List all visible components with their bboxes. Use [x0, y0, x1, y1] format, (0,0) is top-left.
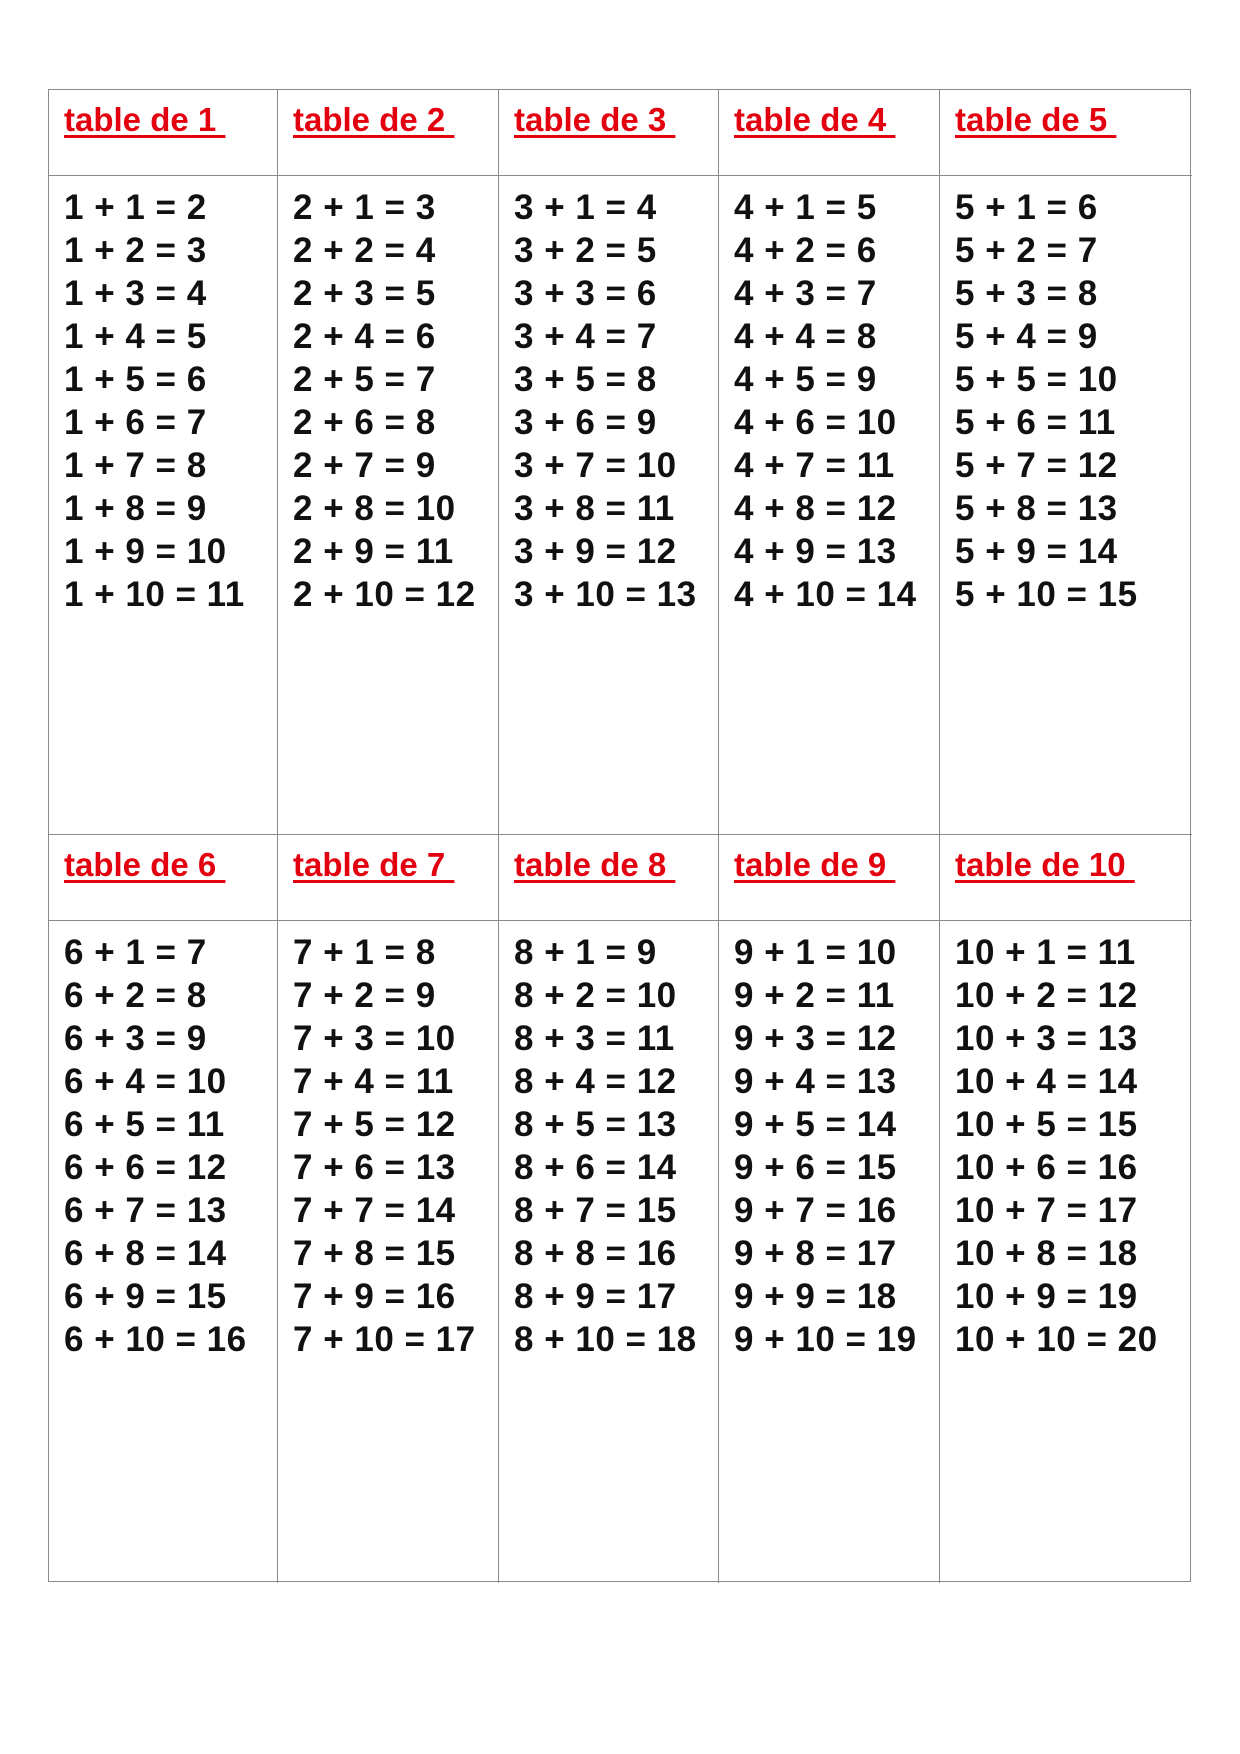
equation: 7 + 2 = 9	[293, 976, 436, 1015]
equation: 8 + 6 = 14	[514, 1148, 677, 1187]
equation: 8 + 9 = 17	[514, 1277, 677, 1316]
equation: 4 + 2 = 6	[734, 231, 877, 270]
equation: 6 + 3 = 9	[64, 1019, 207, 1058]
table-header-6	[49, 835, 278, 921]
equation: 3 + 2 = 5	[514, 231, 657, 270]
equation: 2 + 10 = 12	[293, 575, 476, 614]
table-body-6	[49, 921, 278, 1583]
equation: 1 + 10 = 11	[64, 575, 245, 614]
equation: 1 + 6 = 7	[64, 403, 207, 442]
equation: 1 + 5 = 6	[64, 360, 207, 399]
equation: 2 + 1 = 3	[293, 188, 436, 227]
equation: 9 + 5 = 14	[734, 1105, 897, 1144]
equation: 2 + 7 = 9	[293, 446, 436, 485]
equation: 3 + 1 = 4	[514, 188, 657, 227]
table-body-10	[940, 921, 1192, 1583]
equation: 6 + 1 = 7	[64, 933, 207, 972]
equation: 5 + 8 = 13	[955, 489, 1118, 528]
equation: 2 + 2 = 4	[293, 231, 436, 270]
table-body-4	[719, 176, 940, 835]
equation: 5 + 9 = 14	[955, 532, 1118, 571]
equation: 3 + 7 = 10	[514, 446, 677, 485]
equation: 10 + 4 = 14	[955, 1062, 1138, 1101]
equation: 6 + 10 = 16	[64, 1320, 247, 1359]
equation: 8 + 8 = 16	[514, 1234, 677, 1273]
equation: 10 + 3 = 13	[955, 1019, 1138, 1058]
equation: 9 + 8 = 17	[734, 1234, 897, 1273]
equation: 10 + 7 = 17	[955, 1191, 1138, 1230]
equation: 3 + 9 = 12	[514, 532, 677, 571]
equation: 8 + 3 = 11	[514, 1019, 675, 1058]
table-title: table de 10	[955, 846, 1135, 883]
equation: 3 + 6 = 9	[514, 403, 657, 442]
equation: 4 + 9 = 13	[734, 532, 897, 571]
equation: 6 + 9 = 15	[64, 1277, 227, 1316]
equation: 4 + 1 = 5	[734, 188, 877, 227]
table-body-7	[278, 921, 499, 1583]
addition-tables-grid	[48, 89, 1191, 1582]
equation: 3 + 4 = 7	[514, 317, 657, 356]
equation: 7 + 5 = 12	[293, 1105, 456, 1144]
equation: 5 + 4 = 9	[955, 317, 1098, 356]
equation: 10 + 10 = 20	[955, 1320, 1158, 1359]
equation: 4 + 5 = 9	[734, 360, 877, 399]
equation: 3 + 3 = 6	[514, 274, 657, 313]
equation: 9 + 6 = 15	[734, 1148, 897, 1187]
table-header-10	[940, 835, 1192, 921]
equation: 9 + 10 = 19	[734, 1320, 917, 1359]
equation: 1 + 2 = 3	[64, 231, 207, 270]
table-title: table de 9	[734, 846, 896, 883]
equation: 5 + 3 = 8	[955, 274, 1098, 313]
equation: 3 + 5 = 8	[514, 360, 657, 399]
equation: 8 + 5 = 13	[514, 1105, 677, 1144]
equation: 8 + 1 = 9	[514, 933, 657, 972]
table-header-8	[499, 835, 719, 921]
equation: 2 + 9 = 11	[293, 532, 454, 571]
equation: 2 + 6 = 8	[293, 403, 436, 442]
table-header-4	[719, 90, 940, 176]
equation: 1 + 3 = 4	[64, 274, 207, 313]
equation: 2 + 8 = 10	[293, 489, 456, 528]
table-body-2	[278, 176, 499, 835]
table-header-3	[499, 90, 719, 176]
equation: 10 + 9 = 19	[955, 1277, 1138, 1316]
equation: 7 + 1 = 8	[293, 933, 436, 972]
table-body-8	[499, 921, 719, 1583]
equation: 6 + 4 = 10	[64, 1062, 227, 1101]
equation: 7 + 10 = 17	[293, 1320, 476, 1359]
equation: 10 + 8 = 18	[955, 1234, 1138, 1273]
equation: 2 + 5 = 7	[293, 360, 436, 399]
equation: 1 + 4 = 5	[64, 317, 207, 356]
table-title: table de 4	[734, 101, 896, 138]
table-title: table de 7	[293, 846, 455, 883]
equation: 7 + 9 = 16	[293, 1277, 456, 1316]
equation: 8 + 4 = 12	[514, 1062, 677, 1101]
equation: 6 + 5 = 11	[64, 1105, 225, 1144]
equation: 4 + 3 = 7	[734, 274, 877, 313]
table-body-9	[719, 921, 940, 1583]
equation: 6 + 7 = 13	[64, 1191, 227, 1230]
equation: 9 + 9 = 18	[734, 1277, 897, 1316]
table-title: table de 2	[293, 101, 455, 138]
equation: 10 + 2 = 12	[955, 976, 1138, 1015]
equation: 2 + 3 = 5	[293, 274, 436, 313]
table-body-5	[940, 176, 1192, 835]
equation: 9 + 1 = 10	[734, 933, 897, 972]
table-header-5	[940, 90, 1192, 176]
equation: 4 + 4 = 8	[734, 317, 877, 356]
equation: 8 + 10 = 18	[514, 1320, 697, 1359]
equation: 7 + 6 = 13	[293, 1148, 456, 1187]
equation: 5 + 5 = 10	[955, 360, 1118, 399]
equation: 6 + 2 = 8	[64, 976, 207, 1015]
equation: 4 + 7 = 11	[734, 446, 895, 485]
equation: 10 + 1 = 11	[955, 933, 1136, 972]
equation: 3 + 10 = 13	[514, 575, 697, 614]
table-body-1	[49, 176, 278, 835]
equation: 6 + 6 = 12	[64, 1148, 227, 1187]
table-title: table de 3	[514, 101, 676, 138]
table-header-1	[49, 90, 278, 176]
table-title: table de 1	[64, 101, 226, 138]
equation: 7 + 8 = 15	[293, 1234, 456, 1273]
equation: 9 + 3 = 12	[734, 1019, 897, 1058]
equation: 4 + 10 = 14	[734, 575, 917, 614]
table-header-9	[719, 835, 940, 921]
equation: 8 + 2 = 10	[514, 976, 677, 1015]
equation: 5 + 6 = 11	[955, 403, 1116, 442]
table-title: table de 8	[514, 846, 676, 883]
table-body-3	[499, 176, 719, 835]
equation: 1 + 7 = 8	[64, 446, 207, 485]
equation: 9 + 7 = 16	[734, 1191, 897, 1230]
table-header-2	[278, 90, 499, 176]
equation: 5 + 7 = 12	[955, 446, 1118, 485]
equation: 1 + 9 = 10	[64, 532, 227, 571]
equation: 5 + 2 = 7	[955, 231, 1098, 270]
equation: 7 + 3 = 10	[293, 1019, 456, 1058]
equation: 5 + 10 = 15	[955, 575, 1138, 614]
equation: 10 + 5 = 15	[955, 1105, 1138, 1144]
equation: 3 + 8 = 11	[514, 489, 675, 528]
equation: 4 + 8 = 12	[734, 489, 897, 528]
equation: 6 + 8 = 14	[64, 1234, 227, 1273]
table-title: table de 5	[955, 101, 1117, 138]
table-header-7	[278, 835, 499, 921]
equation: 10 + 6 = 16	[955, 1148, 1138, 1187]
equation: 7 + 7 = 14	[293, 1191, 456, 1230]
equation: 8 + 7 = 15	[514, 1191, 677, 1230]
table-title: table de 6	[64, 846, 226, 883]
equation: 1 + 8 = 9	[64, 489, 207, 528]
equation: 7 + 4 = 11	[293, 1062, 454, 1101]
equation: 5 + 1 = 6	[955, 188, 1098, 227]
equation: 4 + 6 = 10	[734, 403, 897, 442]
equation: 1 + 1 = 2	[64, 188, 207, 227]
equation: 9 + 4 = 13	[734, 1062, 897, 1101]
equation: 2 + 4 = 6	[293, 317, 436, 356]
equation: 9 + 2 = 11	[734, 976, 895, 1015]
